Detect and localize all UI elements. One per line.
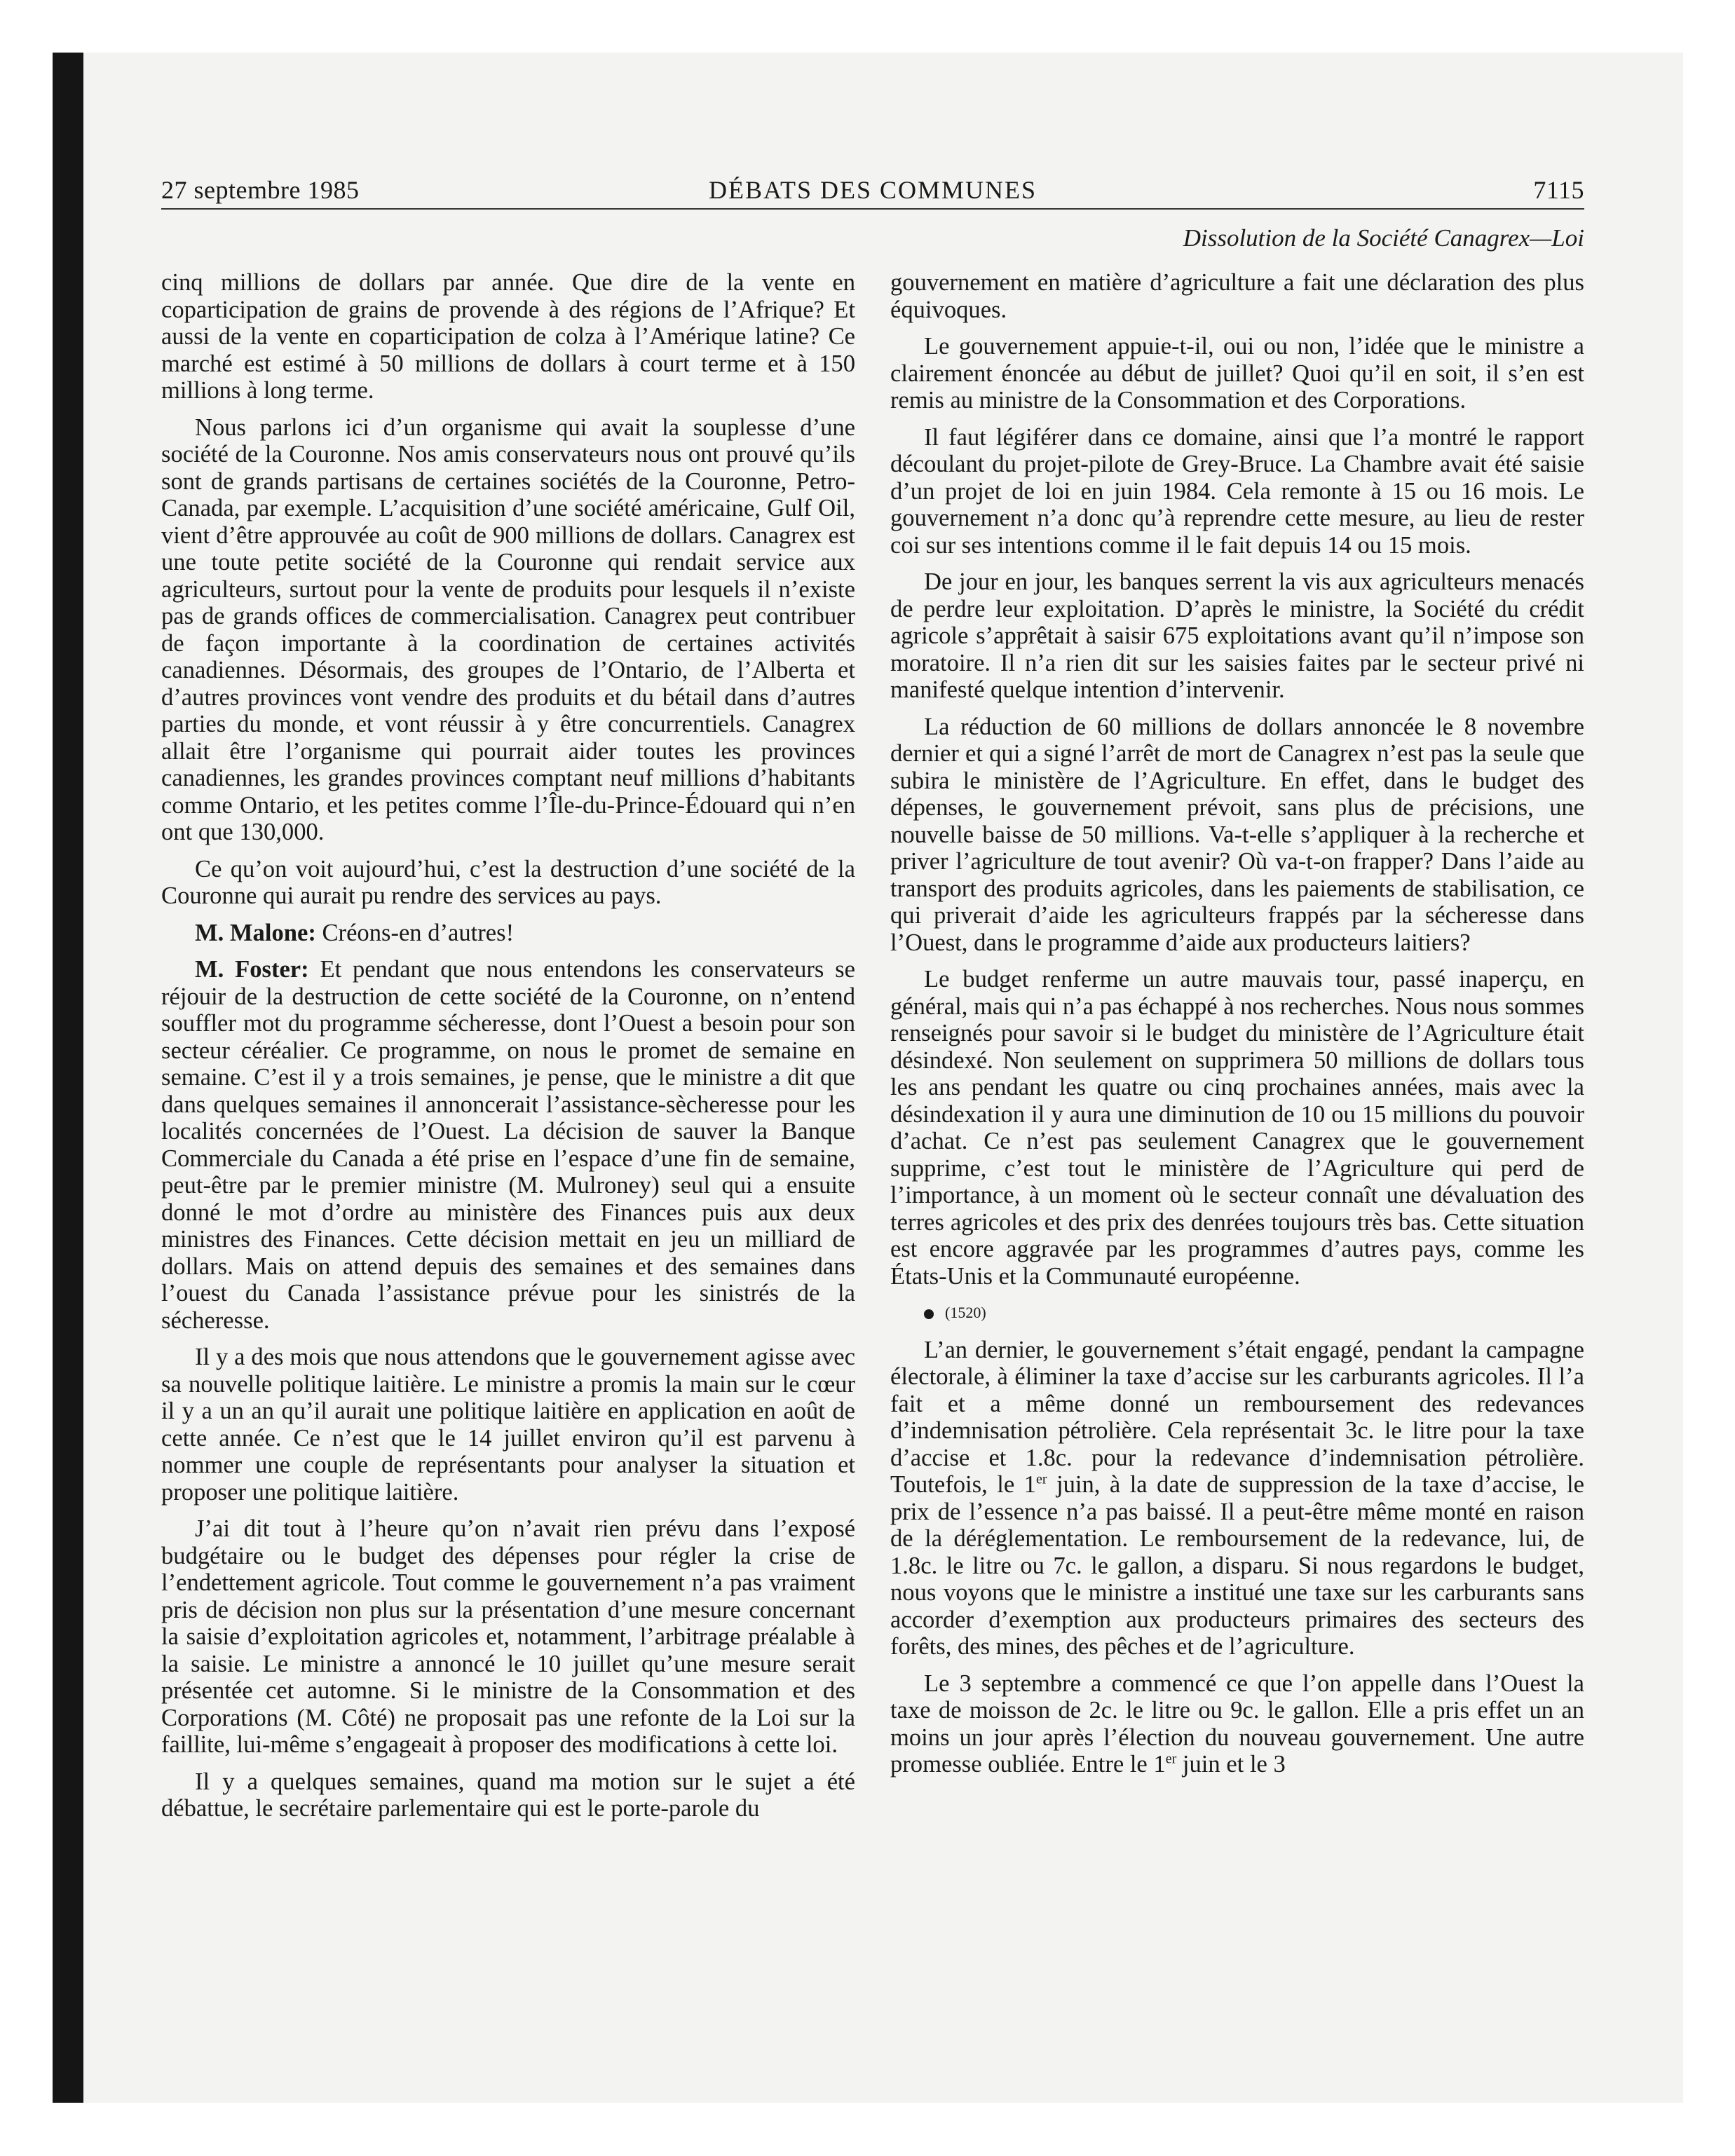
paragraph: Nous parlons ici d’un organisme qui avait la souplesse d’une société de la Couronne. Nos amis conservateurs nous ont prouvé qu’ils sont de grands partisans de certaines sociétés de la Couronne, Petro-Canada, par exemple. L’acquisition d’une société américaine, Gulf Oil, vient d’être approuvée au coût de 900 millions de dollars. Canagrex est une toute petite société de la Couronne qui rendait service aux agriculteurs, surtout pour la vente de produits pour lesquels il n’existe pas de grands offices de commercialisation. Canagrex peut contribuer de façon importante à la coordination de certaines activités canadiennes. Désormais, des groupes de l’Ontario, de l’Alberta et d’autres provinces vont vendre des produits et du bétail dans d’autres parties du monde, et vont réussir à y être concurrentiels. Canagrex allait être l’organisme qui pourrait aider toutes les provinces canadiennes, les grandes provinces comptant neuf millions d’habitants comme Ontario, et les petites comme l’Île-du-Prince-Édouard qui n’en ont que 130,000. [161, 414, 855, 845]
paragraph-text: juin, à la date de suppression de la taxe d’accise, le prix de l’essence n’a pas baissé. Il a peut-être même monté en raison de la déréglementation. Le remboursement de la redevance, lui, de 1.8c. le litre ou 7c. le gallon, a disparu. Si nous regardons le budget, nous voyons que le ministre a institué une taxe sur les carburants sans accorder d’exemption aux producteurs primaires des secteurs des forêts, des mines, des pêches et de l’agriculture. [890, 1471, 1584, 1660]
paragraph: J’ai dit tout à l’heure qu’on n’avait rien prévu dans l’exposé budgétaire ou le budget des dépenses pour régler la crise de l’endettement agricole. Tout comme le gouvernement n’a pas vraiment pris de décision non plus sur la présentation d’une mesure concernant la saisie d’exploitation agricoles et, notamment, l’arbitrage préalable à la saisie. Le ministre a annoncé le 10 juillet qu’une mesure serait présentée cet automne. Si le ministre de la Consommation et des Corporations (M. Côté) ne proposait pas une refonte de la Loi sur la faillite, lui-même s’engageait à proposer des modifications à cette loi. [161, 1515, 855, 1758]
paragraph-text: L’an dernier, le gouvernement s’était engagé, pendant la campagne électorale, à éliminer la taxe d’accise sur les carburants agricoles. Il l’a fait et a même donné un remboursement des redevances d’indemnisation pétrolière. Cela représentait 3c. le litre pour la taxe d’accise et 1.8c. pour la redevance d’indemnisation pétrolière. Toutefois, le 1 [890, 1336, 1584, 1498]
header-title: DÉBATS DES COMMUNES [708, 176, 1037, 204]
superscript: er [1035, 1471, 1047, 1487]
speech-text: Et pendant que nous entendons les conservateurs se réjouir de la destruction de cette société de la Couronne, on n’entend souffler mot du programme sécheresse, dont l’Ouest a besoin pour son secteur céréalier. Ce programme, on nous le promet de semaine en semaine. C’est il y a trois semaines, je pense, que le ministre a dit que dans quelques semaines il annoncerait l’assistance-sècheresse pour les localités concernées de l’Ouest. La décision de sauver la Banque Commerciale du Canada a été prise en l’espace d’une fin de semaine, peut-être par le premier ministre (M. Mulroney) seul qui a ensuite donné le mot d’ordre au ministère des Finances puis aux deux ministres des Finances. Cette décision mettait en jeu un milliard de dollars. Mais on attend depuis des semaines et des semaines dans l’ouest du Canada l’assistance prévue pour les sinistrés de la sécheresse. [161, 956, 855, 1334]
speaker-name: M. Foster: [195, 956, 309, 983]
paragraph: Le budget renferme un autre mauvais tour, passé inaperçu, en général, mais qui n’a pas échappé à nos recherches. Nous nous sommes renseignés pour savoir si le budget du ministère de l’Agriculture était désindexé. Non seulement on supprimera 50 millions de dollars tous les ans pendant les quatre ou cinq prochaines années, mais avec la désindexation il y aura une diminution de 10 ou 15 millions du pouvoir d’achat. Ce n’est pas seulement Canagrex que le gouvernement supprime, c’est tout le ministère de l’Agriculture qui perd de l’importance, à un moment où le secteur connaît une dévaluation des terres agricoles et des prix des denrées toujours très bas. Cette situation est encore aggravée par les programmes d’autres pays, comme les États-Unis et la Communauté européenne. [890, 966, 1584, 1290]
right-column [890, 269, 1584, 2077]
paragraph: De jour en jour, les banques serrent la vis aux agriculteurs menacés de perdre leur exploitation. D’après le ministre, la Société du crédit agricole s’apprêtait à saisir 675 exploitations avant qu’il n’impose son moratoire. Il n’a rien dit sur les saisies faites par le secteur privé ni manifesté quelque intention d’intervenir. [890, 568, 1584, 703]
header-date: 27 septembre 1985 [161, 176, 360, 204]
paragraph [890, 1670, 1584, 1778]
left-column [161, 269, 855, 2077]
time-marker [890, 1299, 1584, 1327]
paragraph: Il faut légiférer dans ce domaine, ainsi que l’a montré le rapport découlant du projet-pilote de Grey-Bruce. La Chambre avait été saisie d’un projet de loi en juin 1984. Cela remonte à 15 ou 16 mois. Le gouvernement n’a donc qu’à reprendre cette mesure, au lieu de rester coi sur ses intentions comme il le fait depuis 14 ou 15 mois. [890, 423, 1584, 559]
speech-malone [161, 920, 855, 947]
paragraph: Ce qu’on voit aujourd’hui, c’est la destruction d’une société de la Couronne qui aurait pu rendre des services au pays. [161, 855, 855, 909]
speech-text: Créons-en d’autres! [315, 919, 515, 946]
header-rule [161, 208, 1584, 210]
page-number: 7115 [1533, 176, 1584, 204]
paragraph: cinq millions de dollars par année. Que dire de la vente en coparticipation de grains de provende à des régions de l’Afrique? Et aussi de la vente en coparticipation de colza à l’Amérique latine? Ce marché est estimé à 50 millions de dollars à court terme et à 150 millions à long terme. [161, 269, 855, 404]
scan-binding-edge [53, 53, 83, 2103]
scan-margin [0, 0, 53, 2156]
paragraph-text: Le 3 septembre a commencé ce que l’on appelle dans l’Ouest la taxe de moisson de 2c. le litre ou 9c. le gallon. Elle a pris effet un an moins un jour après l’élection du nouveau gouvernement. Une autre promesse oubliée. Entre le 1 [890, 1670, 1584, 1778]
paragraph [890, 1337, 1584, 1660]
running-header [161, 175, 1584, 209]
speech-foster [161, 956, 855, 1334]
superscript: er [1165, 1751, 1177, 1767]
paragraph-text: juin et le 3 [1176, 1751, 1286, 1778]
paragraph: La réduction de 60 millions de dollars annoncée le 8 novembre dernier et qui a signé l’arrêt de mort de Canagrex n’est pas la seule que subira le ministère de l’Agriculture. En effet, dans le budget des dépenses, le gouvernement prévoit, sans plus de précisions, une nouvelle baisse de 50 millions. Va-t-elle s’appliquer à la recherche et priver l’agriculture de tout avenir? Où va-t-on frapper? Dans l’aide au transport des produits agricoles, dans les paiements de stabilisation, ce qui priverait d’aide les agriculteurs frappés par la sécheresse dans l’Ouest, dans le programme d’aide aux producteurs laitiers? [890, 713, 1584, 956]
time-marker-text: (1520) [945, 1304, 986, 1321]
paragraph: Il y a des mois que nous attendons que le gouvernement agisse avec sa nouvelle politique laitière. Le ministre a promis la main sur le cœur il y a un an qu’il aurait une politique laitière en application en août de cette année. Ce n’est que le 14 juillet environ qu’il est parvenu à nommer une couple de représentants pour analyser la situation et proposer une politique laitière. [161, 1344, 855, 1506]
bullet-dot-icon [924, 1309, 934, 1319]
paragraph: gouvernement en matière d’agriculture a fait une déclaration des plus équivoques. [890, 269, 1584, 323]
paragraph: Le gouvernement appuie-t-il, oui ou non, l’idée que le ministre a clairement énoncée au début de juillet? Quoi qu’il en soit, il s’en est remis au ministre de la Consommation et des Corporations. [890, 333, 1584, 414]
paragraph: Il y a quelques semaines, quand ma motion sur le sujet a été débattue, le secrétaire parlementaire qui est le porte-parole du [161, 1768, 855, 1822]
speaker-name: M. Malone: [195, 919, 316, 946]
section-title: Dissolution de la Société Canagrex—Loi [1183, 224, 1584, 252]
